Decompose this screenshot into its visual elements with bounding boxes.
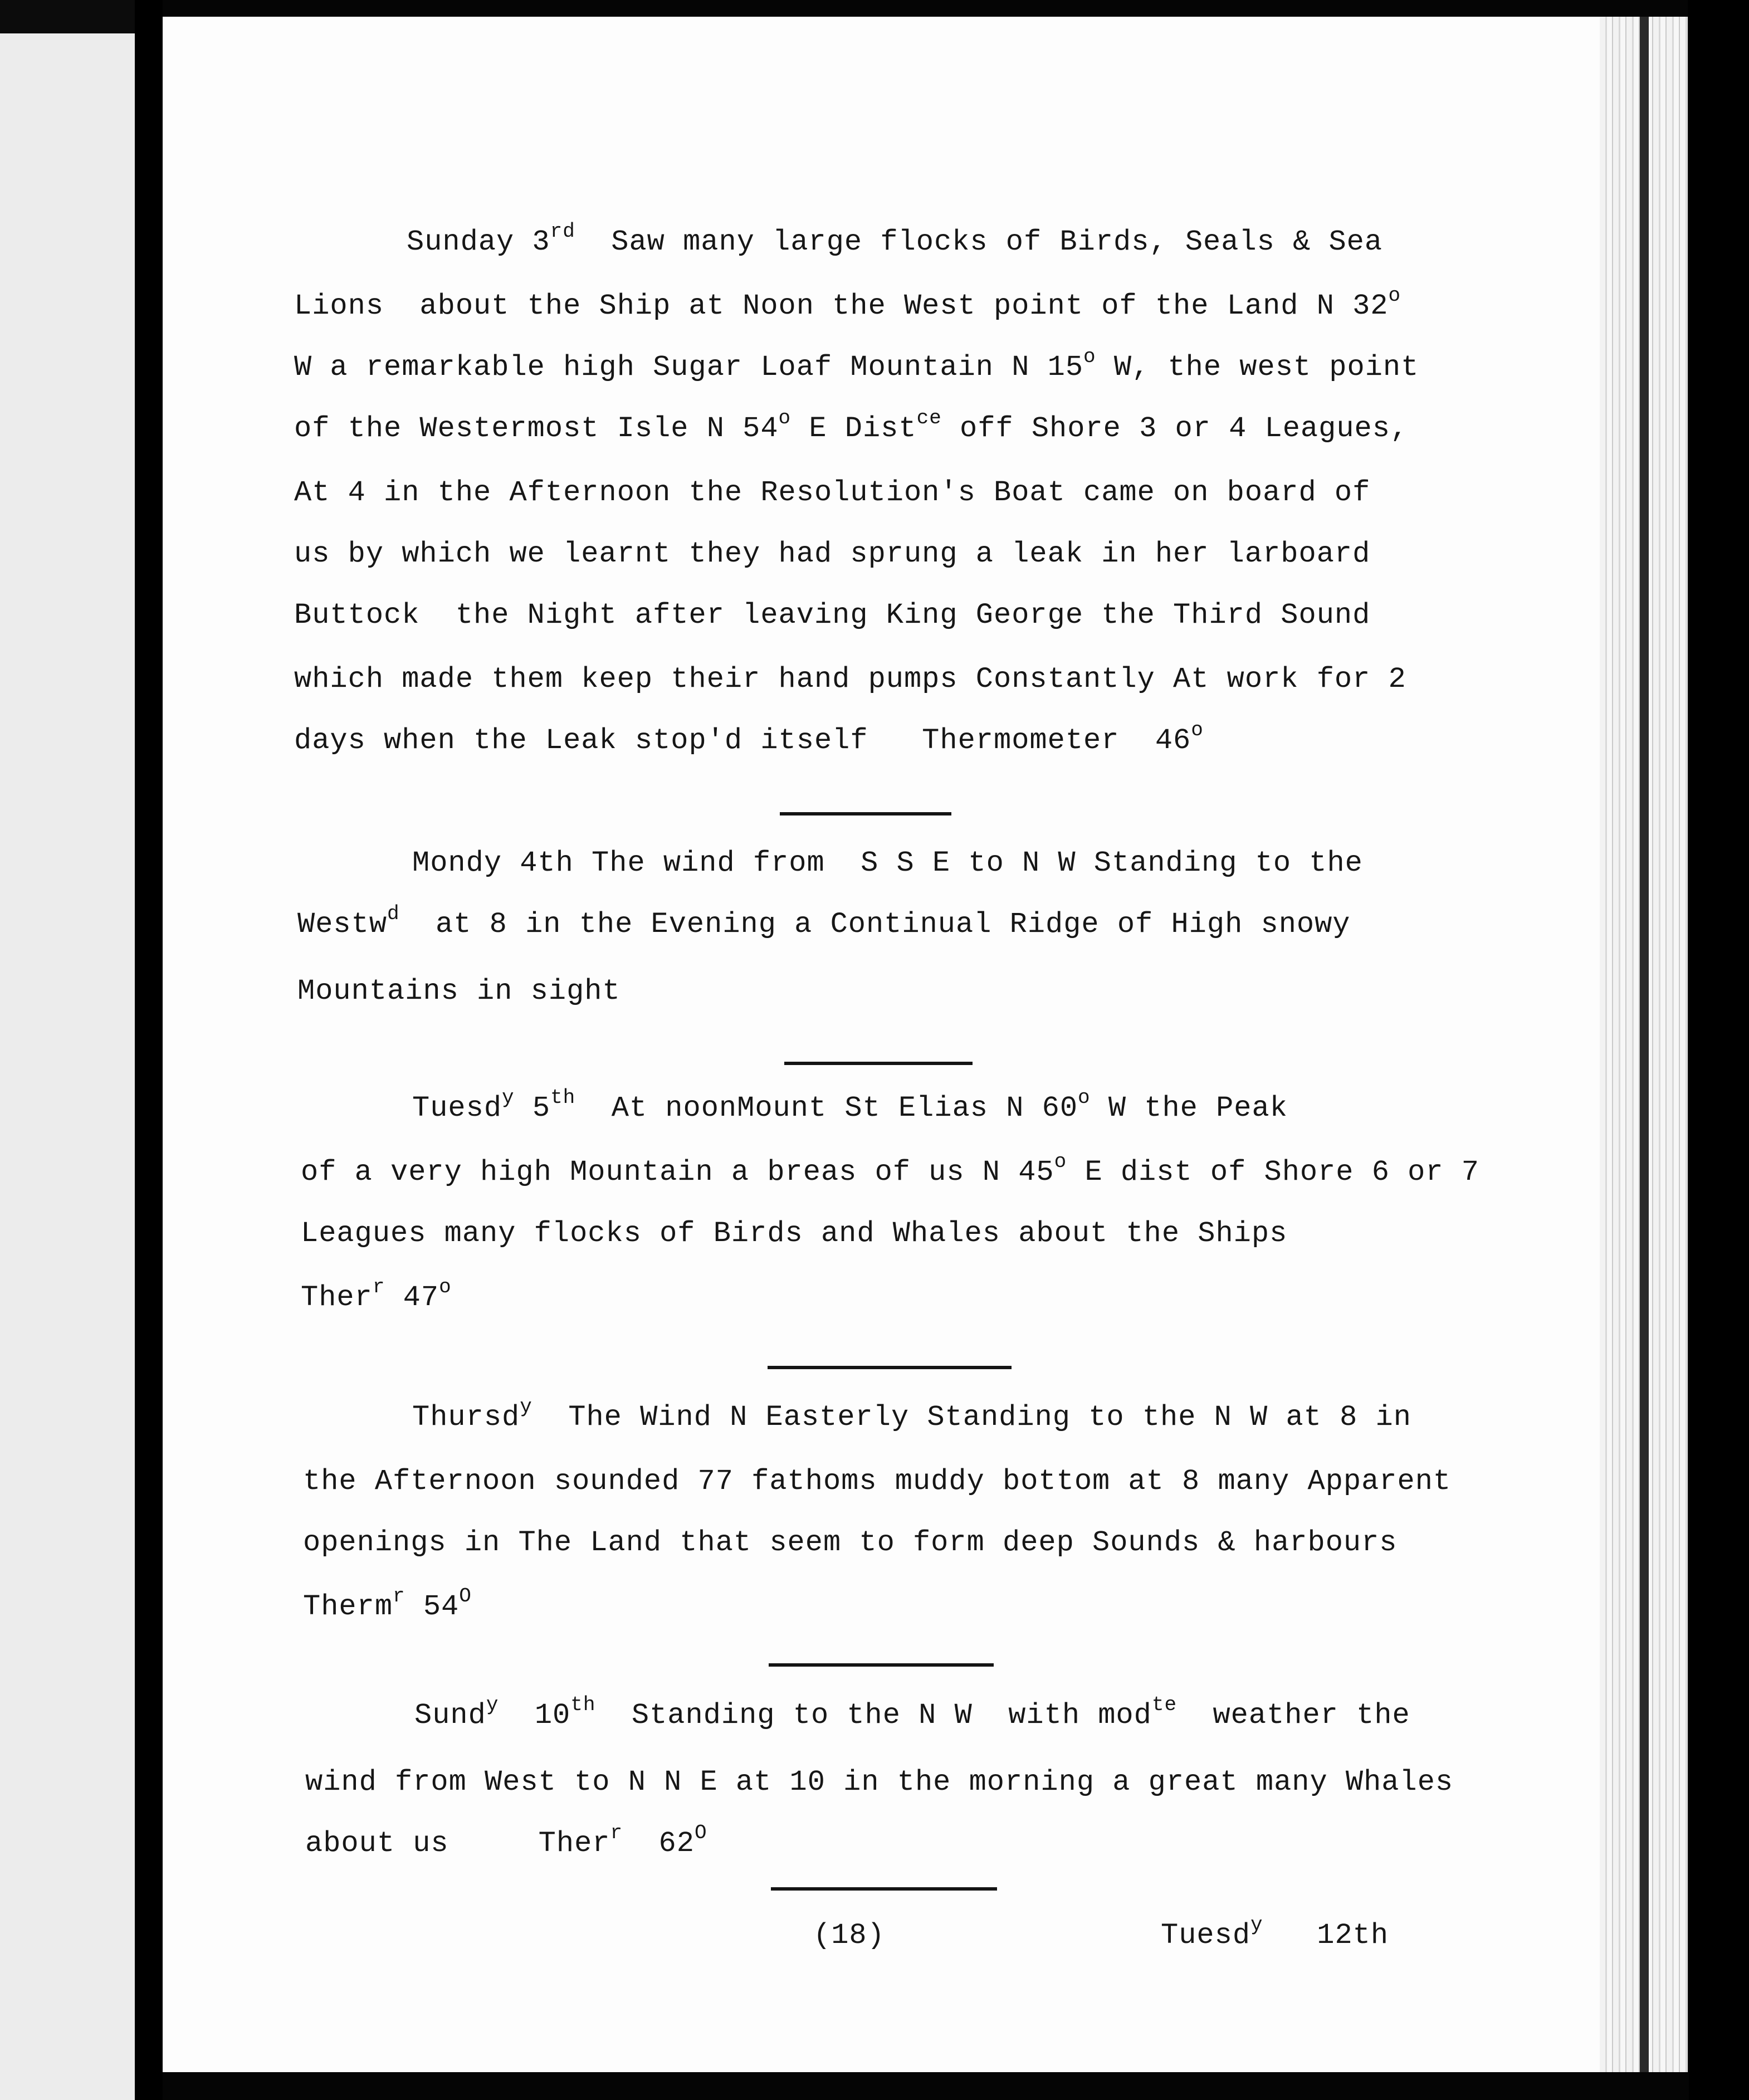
superscript: d (387, 902, 400, 925)
line-text: Buttock the Night after leaving King George the Third Sound (294, 599, 1371, 632)
superscript: o (1388, 284, 1401, 307)
entry-line (294, 407, 1409, 445)
superscript: o (439, 1276, 452, 1298)
line-text: 54 (405, 1590, 460, 1623)
superscript: r (372, 1276, 385, 1298)
line-text: Mondy 4th The wind from S S E to N W Standing to the (412, 847, 1363, 880)
line-text: of a very high Mountain a breas of us N 45 (301, 1156, 1054, 1189)
line-text: weather the (1177, 1699, 1410, 1732)
superscript: ce (916, 407, 942, 429)
entry-heading-line (412, 1086, 1288, 1125)
entry-line (294, 599, 1370, 632)
superscript: th (570, 1693, 596, 1716)
line-text: Westw (297, 908, 388, 941)
superscript: O (459, 1585, 472, 1608)
line-text: Saw many large flocks of Birds, Seals & Sea (575, 226, 1383, 258)
line-text: days when the Leak stop'd itself Thermometer 46 (294, 724, 1191, 757)
superscript: te (1151, 1693, 1178, 1716)
line-text: of the Westermost Isle N 54 (294, 412, 779, 445)
entry-line (297, 975, 621, 1008)
superscript: o (1078, 1086, 1091, 1109)
section-divider (784, 1062, 973, 1065)
entry-line (303, 1526, 1398, 1559)
bottom-border (163, 2072, 1689, 2100)
superscript: th (550, 1086, 576, 1109)
line-text: 10 (499, 1699, 571, 1732)
line-text: about us Ther (305, 1827, 610, 1860)
top-border (163, 0, 1689, 17)
document-page (163, 17, 1600, 2072)
line-text: Tuesd (412, 1092, 502, 1125)
line-text: openings in The Land that seem to form deep Sounds & harbours (303, 1526, 1398, 1559)
line-text: us by which we learnt they had sprung a leak in her larboard (294, 538, 1371, 570)
line-text: The Wind N Easterly Standing to the N W at 8 in (532, 1401, 1411, 1434)
entry-line (297, 902, 1351, 941)
entry-line (303, 1585, 472, 1623)
line-text: W a remarkable high Sugar Loaf Mountain N 15 (294, 351, 1084, 384)
section-divider (769, 1663, 994, 1667)
line-text: the Afternoon sounded 77 fathoms muddy bottom at 8 many Apparent (303, 1465, 1452, 1498)
entry-line (294, 284, 1401, 323)
line-text: Leagues many flocks of Birds and Whales about the Ships (301, 1217, 1288, 1250)
superscript: o (1054, 1150, 1067, 1173)
line-text: E Dist (791, 412, 917, 445)
superscript: o (1191, 719, 1204, 741)
line-text: off Shore 3 or 4 Leagues, (941, 412, 1409, 445)
superscript: rd (550, 220, 575, 243)
line-text: Lions about the Ship at Noon the West point of the Land N 32 (294, 290, 1389, 323)
superscript: y (486, 1693, 499, 1716)
section-divider (780, 812, 951, 815)
superscript: r (610, 1821, 623, 1844)
line-text: At 4 in the Afternoon the Resolution's Boat came on board of (294, 476, 1371, 509)
superscript: y (520, 1395, 532, 1418)
catchword-sup: y (1250, 1913, 1263, 1936)
line-text: Therm (303, 1590, 393, 1623)
line-text: Standing to the N W with mod (595, 1699, 1152, 1732)
entry-heading-line (412, 847, 1363, 880)
entry-line (294, 538, 1370, 570)
entry-heading-line (412, 1395, 1411, 1434)
entry-line (305, 1821, 707, 1860)
entry-line (303, 1465, 1451, 1498)
line-text: W the Peak (1090, 1092, 1288, 1125)
catchword-text: Tuesd (1161, 1919, 1251, 1952)
page-number: (18) (813, 1919, 885, 1952)
catchword-rest: 12th (1263, 1919, 1389, 1952)
entry-line (294, 663, 1406, 696)
entry-line (294, 345, 1419, 384)
entry-line (294, 476, 1370, 509)
right-background (1688, 0, 1749, 2100)
entry-line (301, 1276, 452, 1314)
entry-line (301, 1150, 1479, 1189)
page-edge-shadow (1640, 17, 1649, 2072)
catchword (1161, 1913, 1389, 1952)
entry-line (301, 1217, 1287, 1250)
line-text: Thursd (412, 1401, 520, 1434)
line-text: 62 (623, 1827, 695, 1860)
line-text: Sund (414, 1699, 486, 1732)
line-text: 47 (385, 1281, 439, 1314)
superscript: o (1083, 345, 1096, 368)
line-text: Mountains in sight (297, 975, 621, 1008)
line-text: wind from West to N N E at 10 in the morning a great many Whales (305, 1766, 1454, 1799)
line-text: Ther (301, 1281, 373, 1314)
line-text: W, the west point (1096, 351, 1419, 384)
line-text: E dist of Shore 6 or 7 (1067, 1156, 1479, 1189)
entry-heading-line (407, 220, 1383, 258)
entry-line (294, 719, 1204, 757)
line-text: 5 (514, 1092, 551, 1125)
line-text: at 8 in the Evening a Continual Ridge of High snowy (399, 908, 1351, 941)
entry-line (305, 1766, 1453, 1799)
superscript: O (694, 1821, 707, 1844)
left-page-edge (0, 33, 135, 2100)
line-text: Sunday 3 (407, 226, 550, 258)
entry-heading-line (414, 1693, 1410, 1732)
book-gutter (135, 0, 163, 2100)
superscript: y (502, 1086, 515, 1109)
superscript: r (393, 1585, 406, 1608)
line-text: which made them keep their hand pumps Constantly At work for 2 (294, 663, 1406, 696)
line-text: At noonMount St Elias N 60 (575, 1092, 1078, 1125)
superscript: o (778, 407, 792, 429)
section-divider (771, 1887, 997, 1891)
section-divider (768, 1366, 1012, 1369)
